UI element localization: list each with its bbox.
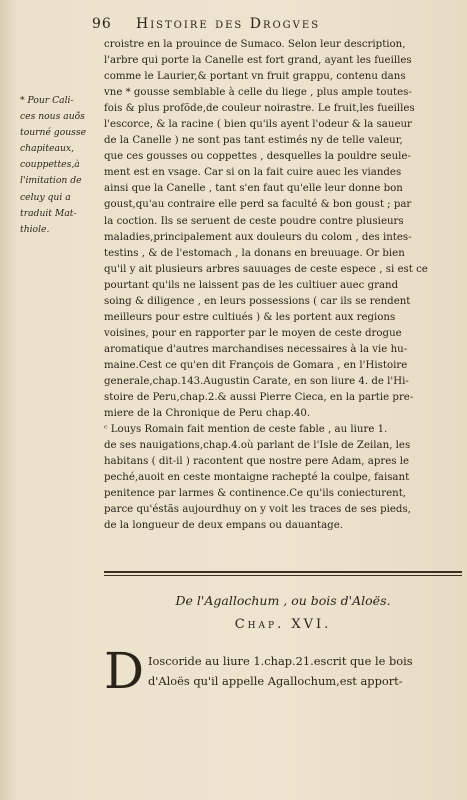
text-line: miere de la Chronique de Peru chap.40. [104,408,311,420]
text-line: soing & diligence , en leurs possessions ( car ils se rendent [104,295,411,307]
section-rule [104,571,462,573]
text-line: voisines, pour en rapporter par le moyen de ceste drogue [104,327,402,339]
text-line: penitence par larmes & continence.Ce qu'ils coniecturent, [104,488,407,500]
text-line: ᶜ Louys Romain fait mention de ceste fable , au liure 1. [104,424,388,436]
drop-cap: D [104,642,145,700]
text-line: parce qu'éstãs aujourdhuy on y voit les traces de ses pieds, [104,504,411,516]
text-line: que ces gousses ou coppettes , desquelles la pouldre seule- [104,151,411,163]
section-subtitle: De l'Agallochum , ou bois d'Aloës. [175,593,391,608]
text-line: croistre en la prouince de Sumaco. Selon leur description, [104,39,406,50]
chapter-lead-text [148,651,462,691]
page-number: 96 [92,16,112,32]
text-line: ment est en vsage. Car si on la fait cuire auec les viandes [104,167,402,179]
text-line: maine.Cest ce qu'en dit François de Gomara , en l'Histoire [104,359,408,371]
text-line: l'arbre qui porte la Canelle est fort grand, ayant les fueilles [104,55,412,67]
margin-note-line: traduit Mat- [20,207,77,219]
text-line: fois & plus profõde,de couleur noirastre. Le fruit,les fueilles [104,103,415,115]
margin-note-line: l'imitation de [20,175,82,187]
margin-note-line: ces nous auõs [20,111,85,123]
text-line: generale,chap.143.Augustin Carate, en son liure 4. de l'Hi- [104,375,409,387]
margin-note-line: chapiteaux, [20,143,74,155]
text-line: pourtant qu'ils ne laissent pas de les cultiuer auec grand [104,279,399,291]
running-title: Histoire des Drogves [136,16,321,32]
margin-note-line: couppettes,à [20,159,80,171]
chapter-heading: Chap. XVI. [234,617,332,632]
text-line: habitans ( dit-il ) racontent que nostre pere Adam, apres le [104,456,409,468]
margin-note [20,93,96,238]
text-line: peché,auoit en ceste montaigne rachepté la coulpe, faisant [104,472,410,484]
text-line: ainsi que la Canelle , tant s'en faut qu'elle leur donne bon [104,183,403,195]
text-line: de ses nauigations,chap.4.où parlant de l'Isle de Zeilan, les [104,440,411,452]
text-line: l'escorce, & la racine ( bien qu'ils ayent l'odeur & la saueur [104,119,412,131]
text-line: qu'il y ait plusieurs arbres sauuages de ceste espece , si est ce [104,263,428,275]
body-text [104,37,462,534]
text-line: de la Canelle ) ne sont pas tant estimés ny de telle valeur, [104,135,403,147]
text-line: d'Aloës qu'il appelle Agallochum,est apport- [148,674,403,688]
text-line: testins , & de l'estomach , la donans en breuuage. Or bien [104,247,405,259]
margin-note-line: tourné gousse [20,127,87,139]
text-line: maladies,principalement aux douleurs du colom , des intes- [104,231,412,243]
text-line: la coction. Ils se seruent de ceste poudre contre plusieurs [104,215,404,227]
page-header [92,14,462,36]
margin-note-line: celuy qui a [20,191,71,203]
text-line: Ioscoride au liure 1.chap.21.escrit que le bois [148,654,413,668]
text-line: meilleurs pour estre cultiués ) & les portent aux regions [104,311,396,323]
margin-note-line: * Pour Cali- [20,95,74,106]
text-line: goust,qu'au contraire elle perd sa faculté & bon goust ; par [104,199,412,211]
margin-note-line: thiole. [20,223,50,235]
text-line: comme le Laurier,& portant vn fruit grappu, contenu dans [104,71,406,83]
text-line: de la longueur de deux empans ou dauantage. [104,520,343,532]
section-rule-thin [104,575,462,576]
text-line: vne * gousse semblable à celle du liege , plus ample toutes- [104,87,412,99]
text-line: aromatique d'autres marchandises necessaires à la vie hu- [104,343,408,355]
text-line: stoire de Peru,chap.2.& aussi Pierre Cieca, en la partie pre- [104,392,414,404]
